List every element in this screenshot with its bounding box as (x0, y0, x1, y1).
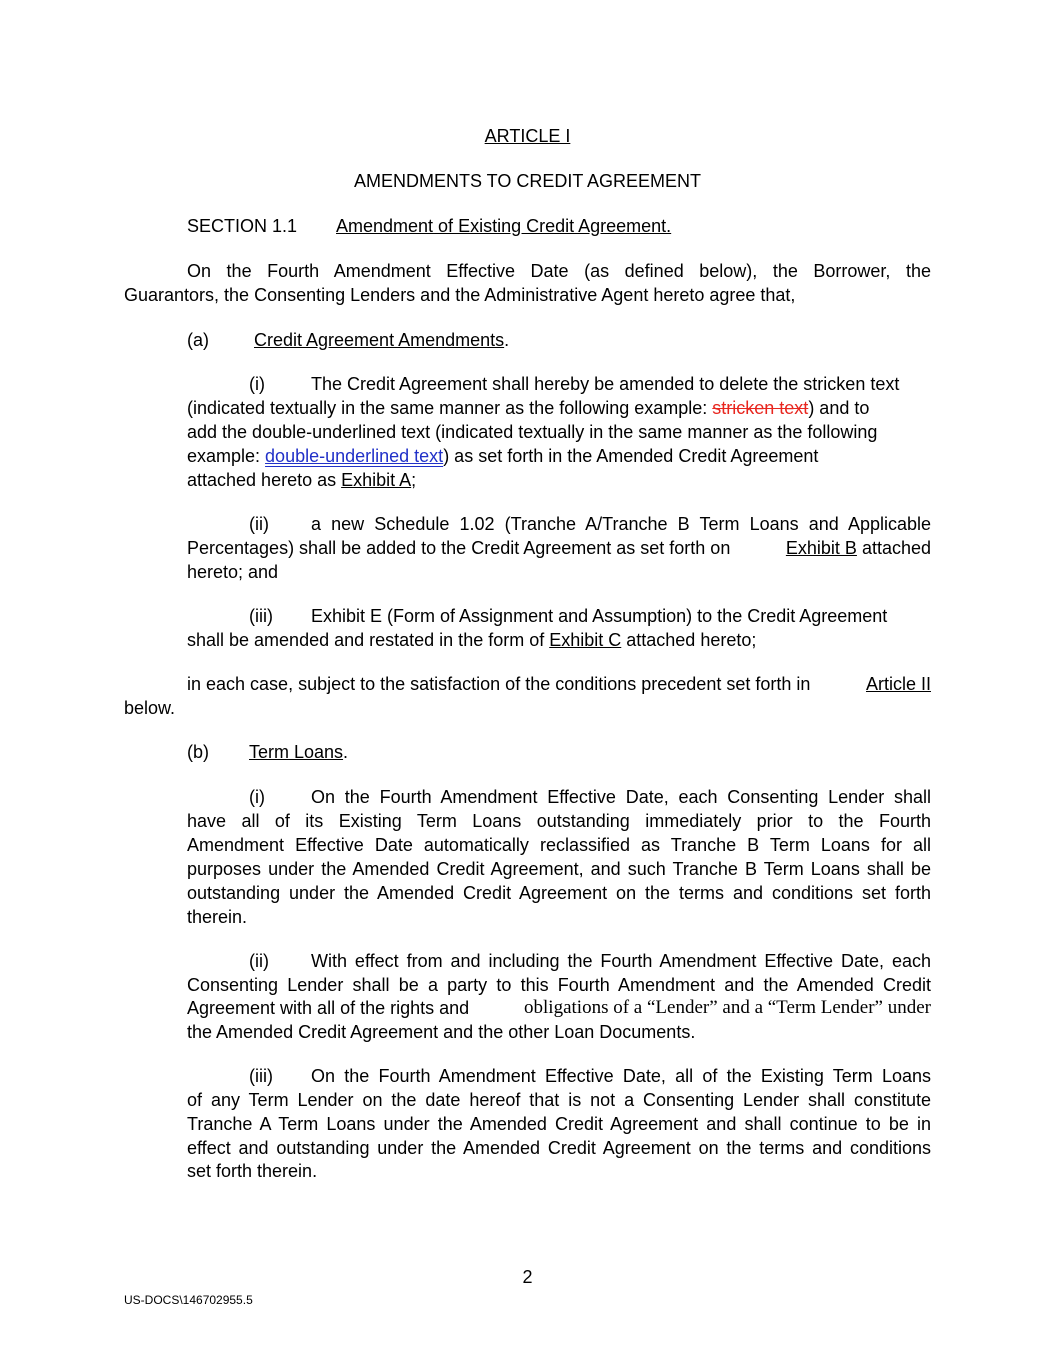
intro-line-1: On the Fourth Amendment Effective Date (as defined below), the Borrower, the (187, 261, 931, 281)
para-b-ii-line-3-pre: Agreement with all of the rights and (187, 998, 475, 1018)
para-b-iii-line-2: of any Term Lender on the date hereof that is not a Consenting Lender shall constitute (187, 1090, 931, 1110)
para-a-heading-text: Credit Agreement Amendments (254, 330, 505, 350)
para-b-label: (b) (187, 742, 209, 762)
para-b-i-line-1: On the Fourth Amendment Effective Date, each Consenting Lender shall (311, 787, 931, 807)
para-a-i-line-4 (187, 444, 818, 468)
para-b-iii-line-3: Tranche A Term Loans under the Amended Credit Agreement and shall continue to be in (187, 1114, 931, 1134)
para-a-ii-line-2-post: attached (856, 538, 931, 558)
para-b-ii-line-3 (187, 996, 931, 1020)
para-b-ii-line-2: Consenting Lender shall be a party to this Fourth Amendment and the Amended Credit (187, 975, 931, 995)
para-a-i-line-5-pre: attached hereto as (187, 470, 342, 490)
para-a-iii-line-2-post: attached hereto; (621, 630, 757, 650)
para-b-heading (249, 740, 348, 764)
para-a-i-line-2 (187, 396, 869, 420)
para-a-i-line-5-post: ; (411, 470, 417, 490)
para-b-i-line-6: therein. (187, 907, 248, 927)
exhibit-b-reference: Exhibit B (785, 538, 857, 558)
para-a-label: (a) (187, 330, 209, 350)
para-b-iii-line-4: effect and outstanding under the Amended Credit Agreement on the terms and conditions (187, 1138, 931, 1158)
para-a-i-line-2-pre: (indicated textually in the same manner as the following example: (187, 398, 713, 418)
para-a-i-line-4-post: ) as set forth in the Amended Credit Agreement (443, 446, 819, 466)
article-ii-reference: Article II (865, 674, 931, 694)
para-a-i-num: (i) (249, 374, 265, 394)
para-b-i-line-3: Amendment Effective Date automatically reclassified as Tranche B Term Loans for all (187, 835, 931, 855)
exhibit-c-reference: Exhibit C (549, 630, 622, 650)
para-b-i-num: (i) (249, 787, 265, 807)
para-a-closing-pre: in each case, subject to the satisfaction of the conditions precedent set forth in (187, 674, 816, 694)
para-a-ii-line-3: hereto; and (187, 562, 279, 582)
para-a-closing-line-1 (187, 672, 931, 696)
para-a-i-line-3: add the double-underlined text (indicated textually in the same manner as the following (187, 422, 878, 442)
para-b-heading-text: Term Loans (249, 742, 344, 762)
para-a-i-line-2-post: ) and to (808, 398, 870, 418)
para-b-i-line-2: have all of its Existing Term Loans outstanding immediately prior to the Fourth (187, 811, 931, 831)
para-b-heading-period: . (343, 742, 349, 762)
para-a-iii-line-2-pre: shall be amended and restated in the form of (187, 630, 550, 650)
para-b-ii-line-4: the Amended Credit Agreement and the other Loan Documents. (187, 1022, 696, 1042)
para-b-ii-line-1: With effect from and including the Fourth Amendment Effective Date, each (311, 951, 931, 971)
article-title (0, 124, 1055, 148)
para-a-heading (254, 328, 509, 352)
para-b-i-line-4: purposes under the Amended Credit Agreement, and such Tranche B Term Loans shall be (187, 859, 931, 879)
double-underlined-text-example: double-underlined text (265, 446, 444, 466)
section-heading: Amendment of Existing Credit Agreement. (336, 216, 672, 236)
para-a-iii-line-2 (187, 628, 756, 652)
para-a-heading-period: . (504, 330, 510, 350)
para-a-iii-line-1: Exhibit E (Form of Assignment and Assumption) to the Credit Agreement (311, 606, 888, 626)
intro-line-2: Guarantors, the Consenting Lenders and the Administrative Agent hereto agree that, (124, 285, 796, 305)
para-a-ii-line-2 (187, 536, 931, 560)
para-b-iii-num: (iii) (249, 1066, 273, 1086)
para-a-closing-line-2: below. (124, 698, 176, 718)
para-b-ii-line-3-serif: obligations of a “Lender” and a “Term Lender” under (524, 997, 931, 1018)
para-a-ii-line-2-pre: Percentages) shall be added to the Credit Agreement as set forth on (187, 538, 736, 558)
para-a-i-line-4-pre: example: (187, 446, 266, 466)
para-b-iii-line-5: set forth therein. (187, 1161, 318, 1181)
para-a-ii-num: (ii) (249, 514, 269, 534)
section-number: SECTION 1.1 (187, 216, 298, 236)
para-a-ii-line-1: a new Schedule 1.02 (Tranche A/Tranche B Term Loans and Applicable (311, 514, 931, 534)
article-subtitle: AMENDMENTS TO CREDIT AGREEMENT (353, 171, 702, 191)
para-b-ii-num: (ii) (249, 951, 269, 971)
article-title-text: ARTICLE I (484, 126, 571, 146)
para-a-iii-num: (iii) (249, 606, 273, 626)
para-b-i-line-5: outstanding under the Amended Credit Agreement on the terms and conditions set forth (187, 883, 931, 903)
para-b-iii-line-1: On the Fourth Amendment Effective Date, all of the Existing Term Loans (311, 1066, 931, 1086)
para-a-i-line-5 (187, 468, 416, 492)
stricken-text-example: stricken text (712, 398, 809, 418)
page-number: 2 (522, 1267, 533, 1287)
para-a-i-line-1: The Credit Agreement shall hereby be amended to delete the stricken text (311, 374, 900, 394)
para-a-ii-line-2-tail (786, 536, 931, 560)
document-id: US-DOCS\146702955.5 (124, 1293, 253, 1307)
exhibit-a-reference: Exhibit A (341, 470, 412, 490)
